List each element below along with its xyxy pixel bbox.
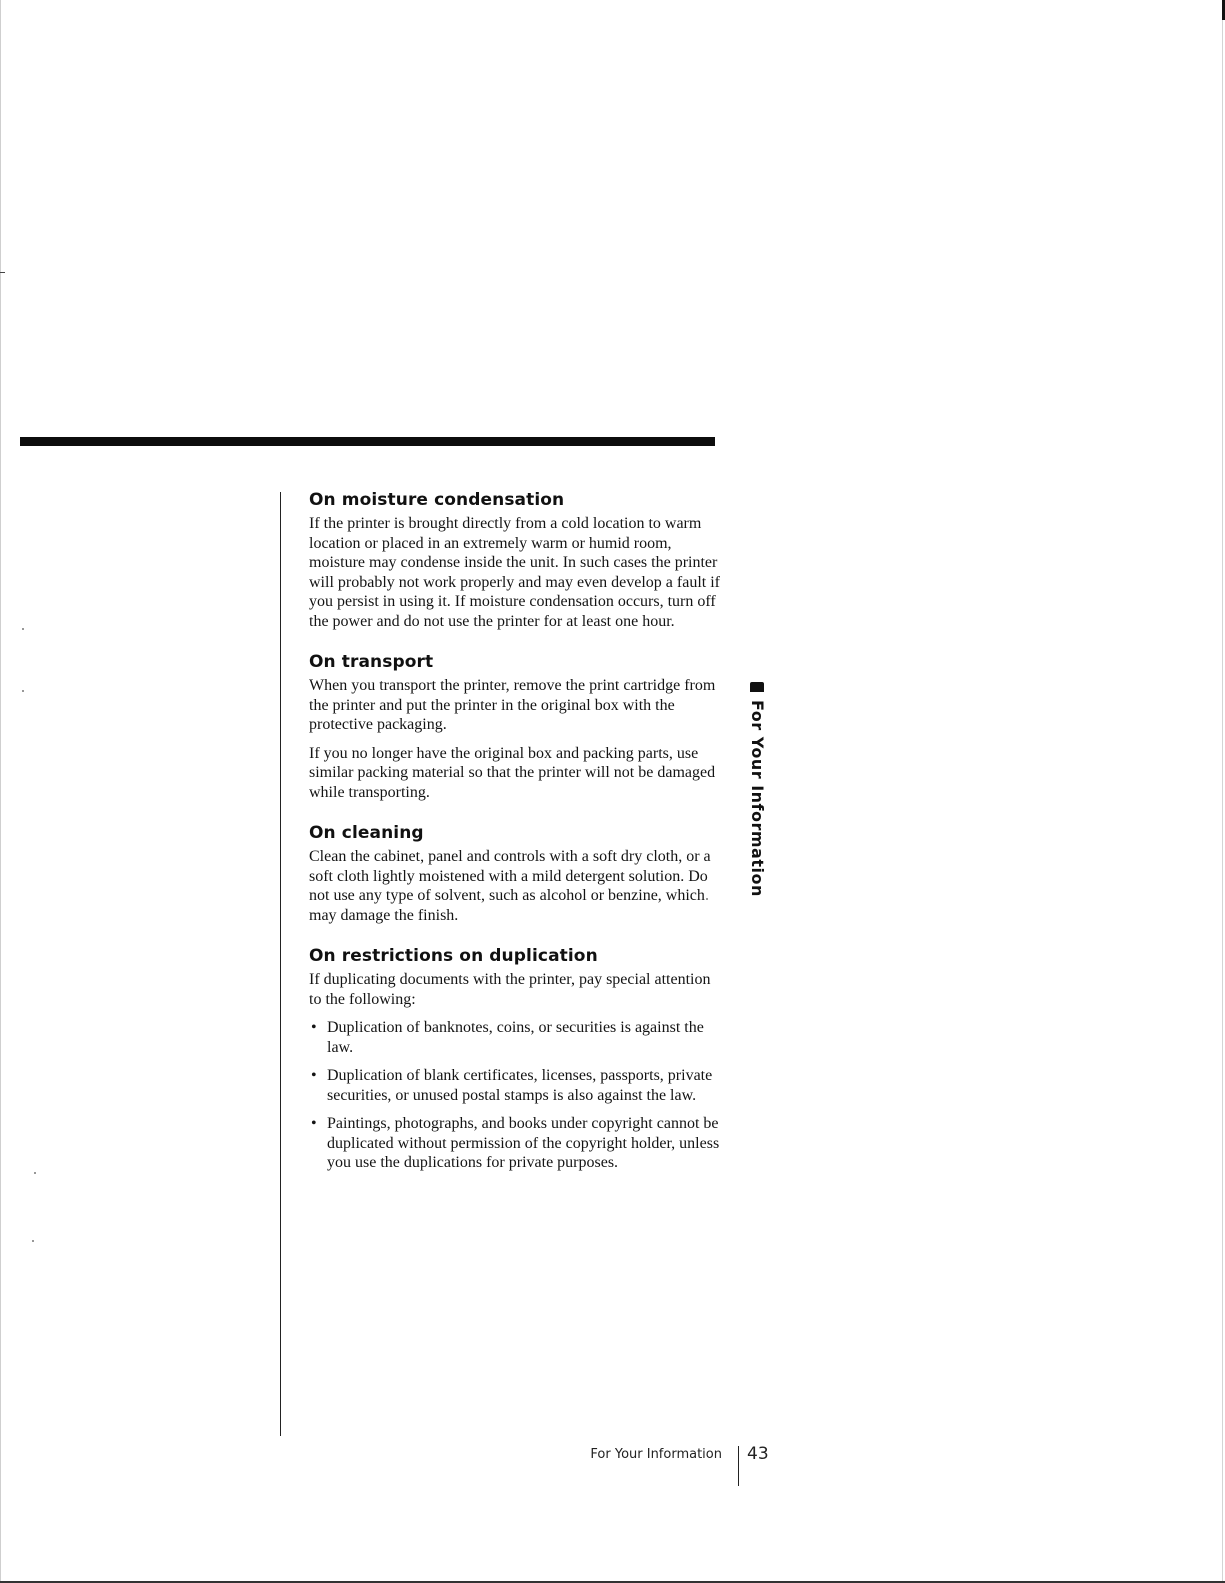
section-cleaning (309, 821, 724, 925)
section-heading: On transport (309, 652, 434, 672)
page-number: 43 (747, 1444, 769, 1464)
page-footer (520, 1446, 780, 1486)
scan-speck (22, 690, 24, 692)
section-paragraph: If duplicating documents with the printer, pay special attention to the following: (309, 971, 711, 1008)
restrictions-bullet-list (309, 1018, 724, 1173)
page-body (309, 488, 724, 1192)
bullet-item: • Duplication of banknotes, coins, or securities is against the law. (309, 1018, 724, 1057)
section-moisture-condensation (309, 488, 724, 631)
bullet-item: • Paintings, photographs, and books under copyright cannot be duplicated without permission of the copyright holder, unless you use the duplications for private purposes. (309, 1114, 724, 1173)
section-transport (309, 650, 724, 802)
chapter-side-tab (748, 682, 768, 897)
scan-speck (706, 898, 708, 900)
section-heading: On restrictions on duplication (309, 946, 598, 966)
scan-right-edge (1222, 0, 1223, 1583)
scan-speck (32, 1240, 34, 1242)
scan-speck (34, 1172, 36, 1174)
section-paragraph: If you no longer have the original box and packing parts, use similar packing material so that the printer will not be damaged while transporting. (309, 744, 716, 801)
footer-divider (738, 1446, 739, 1486)
section-heading: On cleaning (309, 823, 424, 843)
section-paragraph: If the printer is brought directly from a cold location to warm location or placed in an extremely warm or humid room, moisture may condense inside the unit. In such cases the printer will probably not work properly and may even develop a fault if you persist in using it. If moisture condensation occurs, turn off the power and do not use the printer for at least one hour. (309, 515, 720, 630)
footer-section-label: For Your Information (590, 1447, 722, 1462)
margin-vertical-rule (280, 492, 281, 1436)
scan-left-edge (0, 0, 1, 1583)
binding-tick-mark (0, 272, 5, 273)
section-restrictions-on-duplication (309, 944, 724, 1173)
section-heading: On moisture condensation (309, 490, 565, 510)
scan-speck (22, 628, 24, 630)
section-paragraph: When you transport the printer, remove the print cartridge from the printer and put the printer in the original box with the protective packaging. (309, 677, 716, 733)
section-paragraph: Clean the cabinet, panel and controls with a soft dry cloth, or a soft cloth lightly moistened with a mild detergent solution. Do not use any type of solvent, such as alcohol or benzine, which may damage the finish. (309, 848, 711, 924)
tab-marker-icon (750, 682, 764, 692)
side-tab-label: For Your Information (748, 700, 767, 897)
bullet-item: • Duplication of blank certificates, licenses, passports, private securities, or unused postal stamps is also against the law. (309, 1066, 724, 1105)
chapter-top-rule (20, 437, 715, 446)
